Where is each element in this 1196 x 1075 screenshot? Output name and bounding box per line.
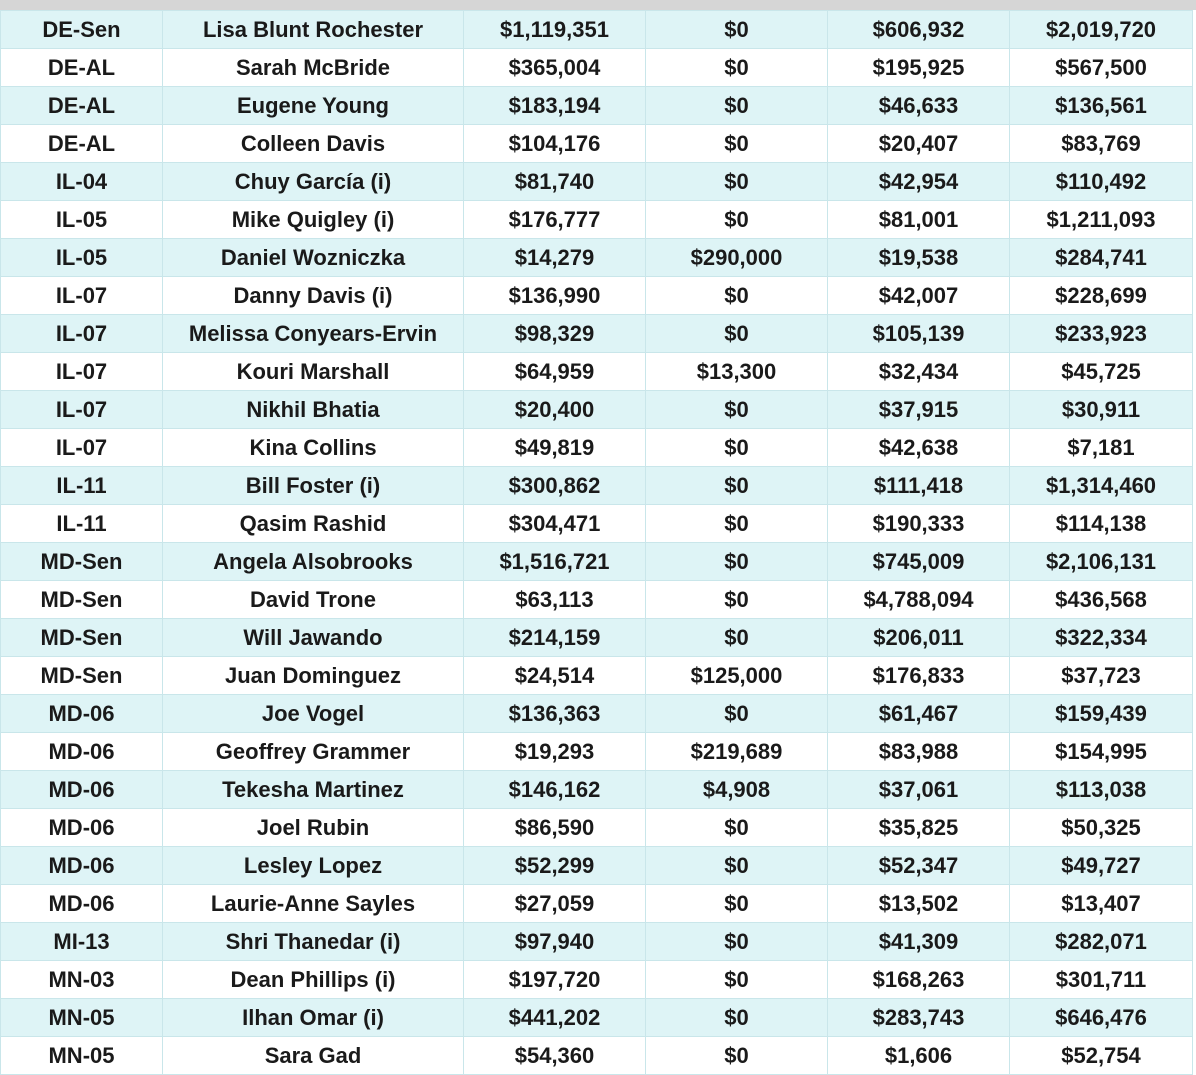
district-cell: MD-Sen — [1, 619, 163, 657]
amount-cell-4: $436,568 — [1010, 581, 1193, 619]
district-cell: DE-AL — [1, 125, 163, 163]
amount-cell-3: $20,407 — [828, 125, 1010, 163]
amount-cell-3: $176,833 — [828, 657, 1010, 695]
district-cell: DE-AL — [1, 87, 163, 125]
table-row — [1, 961, 1193, 999]
table-row — [1, 923, 1193, 961]
amount-cell-2: $290,000 — [646, 239, 828, 277]
amount-cell-4: $30,911 — [1010, 391, 1193, 429]
amount-cell-1: $176,777 — [464, 201, 646, 239]
table-row — [1, 11, 1193, 49]
candidate-name-cell: Will Jawando — [163, 619, 464, 657]
amount-cell-1: $64,959 — [464, 353, 646, 391]
amount-cell-4: $50,325 — [1010, 809, 1193, 847]
candidate-name-cell: Colleen Davis — [163, 125, 464, 163]
amount-cell-4: $113,038 — [1010, 771, 1193, 809]
table-row — [1, 543, 1193, 581]
district-cell: MD-Sen — [1, 657, 163, 695]
amount-cell-3: $190,333 — [828, 505, 1010, 543]
table-row — [1, 581, 1193, 619]
amount-cell-2: $13,300 — [646, 353, 828, 391]
amount-cell-4: $136,561 — [1010, 87, 1193, 125]
candidate-name-cell: Geoffrey Grammer — [163, 733, 464, 771]
amount-cell-2: $0 — [646, 581, 828, 619]
district-cell: DE-Sen — [1, 11, 163, 49]
amount-cell-2: $125,000 — [646, 657, 828, 695]
table-row — [1, 277, 1193, 315]
amount-cell-1: $1,516,721 — [464, 543, 646, 581]
district-cell: IL-07 — [1, 277, 163, 315]
amount-cell-4: $233,923 — [1010, 315, 1193, 353]
table-row — [1, 429, 1193, 467]
amount-cell-2: $0 — [646, 619, 828, 657]
district-cell: IL-07 — [1, 315, 163, 353]
candidate-name-cell: Dean Phillips (i) — [163, 961, 464, 999]
amount-cell-4: $7,181 — [1010, 429, 1193, 467]
district-cell: MI-13 — [1, 923, 163, 961]
amount-cell-2: $0 — [646, 87, 828, 125]
amount-cell-1: $300,862 — [464, 467, 646, 505]
amount-cell-4: $83,769 — [1010, 125, 1193, 163]
candidate-name-cell: Tekesha Martinez — [163, 771, 464, 809]
amount-cell-1: $20,400 — [464, 391, 646, 429]
amount-cell-1: $19,293 — [464, 733, 646, 771]
amount-cell-2: $4,908 — [646, 771, 828, 809]
table-row — [1, 353, 1193, 391]
amount-cell-3: $1,606 — [828, 1037, 1010, 1075]
amount-cell-4: $52,754 — [1010, 1037, 1193, 1075]
amount-cell-4: $322,334 — [1010, 619, 1193, 657]
table-row — [1, 49, 1193, 87]
amount-cell-4: $228,699 — [1010, 277, 1193, 315]
amount-cell-3: $283,743 — [828, 999, 1010, 1037]
amount-cell-3: $37,061 — [828, 771, 1010, 809]
amount-cell-4: $154,995 — [1010, 733, 1193, 771]
amount-cell-1: $146,162 — [464, 771, 646, 809]
district-cell: IL-05 — [1, 201, 163, 239]
amount-cell-3: $52,347 — [828, 847, 1010, 885]
amount-cell-1: $54,360 — [464, 1037, 646, 1075]
amount-cell-1: $27,059 — [464, 885, 646, 923]
amount-cell-4: $110,492 — [1010, 163, 1193, 201]
amount-cell-1: $49,819 — [464, 429, 646, 467]
amount-cell-4: $646,476 — [1010, 999, 1193, 1037]
district-cell: MD-06 — [1, 771, 163, 809]
amount-cell-4: $45,725 — [1010, 353, 1193, 391]
table-row — [1, 505, 1193, 543]
candidate-name-cell: Qasim Rashid — [163, 505, 464, 543]
amount-cell-4: $2,106,131 — [1010, 543, 1193, 581]
amount-cell-2: $0 — [646, 315, 828, 353]
table-row — [1, 847, 1193, 885]
amount-cell-2: $0 — [646, 49, 828, 87]
amount-cell-1: $98,329 — [464, 315, 646, 353]
amount-cell-3: $105,139 — [828, 315, 1010, 353]
amount-cell-4: $1,314,460 — [1010, 467, 1193, 505]
candidate-name-cell: Sara Gad — [163, 1037, 464, 1075]
amount-cell-3: $745,009 — [828, 543, 1010, 581]
candidate-name-cell: Daniel Wozniczka — [163, 239, 464, 277]
district-cell: IL-07 — [1, 429, 163, 467]
amount-cell-1: $24,514 — [464, 657, 646, 695]
table-body — [1, 11, 1193, 1075]
amount-cell-4: $13,407 — [1010, 885, 1193, 923]
amount-cell-3: $46,633 — [828, 87, 1010, 125]
table-row — [1, 619, 1193, 657]
amount-cell-3: $168,263 — [828, 961, 1010, 999]
amount-cell-3: $32,434 — [828, 353, 1010, 391]
amount-cell-1: $136,363 — [464, 695, 646, 733]
candidate-name-cell: Shri Thanedar (i) — [163, 923, 464, 961]
table-row — [1, 87, 1193, 125]
candidate-name-cell: Lisa Blunt Rochester — [163, 11, 464, 49]
amount-cell-2: $0 — [646, 505, 828, 543]
amount-cell-1: $52,299 — [464, 847, 646, 885]
amount-cell-4: $282,071 — [1010, 923, 1193, 961]
amount-cell-3: $42,638 — [828, 429, 1010, 467]
amount-cell-2: $0 — [646, 391, 828, 429]
amount-cell-3: $206,011 — [828, 619, 1010, 657]
table-row — [1, 885, 1193, 923]
district-cell: MD-Sen — [1, 581, 163, 619]
table-row — [1, 239, 1193, 277]
candidate-name-cell: Juan Dominguez — [163, 657, 464, 695]
amount-cell-2: $0 — [646, 201, 828, 239]
candidate-name-cell: Sarah McBride — [163, 49, 464, 87]
amount-cell-3: $19,538 — [828, 239, 1010, 277]
campaign-finance-table — [0, 10, 1193, 1075]
amount-cell-2: $0 — [646, 11, 828, 49]
candidate-name-cell: Joel Rubin — [163, 809, 464, 847]
table-row — [1, 695, 1193, 733]
amount-cell-2: $0 — [646, 809, 828, 847]
amount-cell-3: $35,825 — [828, 809, 1010, 847]
table-row — [1, 315, 1193, 353]
amount-cell-1: $365,004 — [464, 49, 646, 87]
district-cell: IL-07 — [1, 391, 163, 429]
amount-cell-3: $111,418 — [828, 467, 1010, 505]
amount-cell-3: $42,954 — [828, 163, 1010, 201]
amount-cell-3: $83,988 — [828, 733, 1010, 771]
candidate-name-cell: Nikhil Bhatia — [163, 391, 464, 429]
amount-cell-1: $104,176 — [464, 125, 646, 163]
amount-cell-2: $0 — [646, 885, 828, 923]
district-cell: IL-11 — [1, 467, 163, 505]
amount-cell-3: $4,788,094 — [828, 581, 1010, 619]
candidate-name-cell: Joe Vogel — [163, 695, 464, 733]
amount-cell-4: $2,019,720 — [1010, 11, 1193, 49]
amount-cell-4: $159,439 — [1010, 695, 1193, 733]
amount-cell-2: $0 — [646, 695, 828, 733]
table-row — [1, 201, 1193, 239]
amount-cell-2: $0 — [646, 847, 828, 885]
amount-cell-1: $81,740 — [464, 163, 646, 201]
district-cell: IL-07 — [1, 353, 163, 391]
table-row — [1, 657, 1193, 695]
candidate-name-cell: Danny Davis (i) — [163, 277, 464, 315]
table-row — [1, 1037, 1193, 1075]
table-row — [1, 391, 1193, 429]
district-cell: MD-06 — [1, 809, 163, 847]
amount-cell-2: $0 — [646, 999, 828, 1037]
candidate-name-cell: Ilhan Omar (i) — [163, 999, 464, 1037]
table-row — [1, 163, 1193, 201]
candidate-name-cell: Eugene Young — [163, 87, 464, 125]
table-row — [1, 999, 1193, 1037]
district-cell: DE-AL — [1, 49, 163, 87]
district-cell: MN-05 — [1, 1037, 163, 1075]
candidate-name-cell: Bill Foster (i) — [163, 467, 464, 505]
district-cell: IL-04 — [1, 163, 163, 201]
amount-cell-2: $0 — [646, 543, 828, 581]
amount-cell-2: $219,689 — [646, 733, 828, 771]
candidate-name-cell: Angela Alsobrooks — [163, 543, 464, 581]
amount-cell-4: $301,711 — [1010, 961, 1193, 999]
amount-cell-1: $63,113 — [464, 581, 646, 619]
table-row — [1, 733, 1193, 771]
amount-cell-2: $0 — [646, 277, 828, 315]
candidate-name-cell: Melissa Conyears-Ervin — [163, 315, 464, 353]
district-cell: MN-03 — [1, 961, 163, 999]
amount-cell-1: $183,194 — [464, 87, 646, 125]
table-row — [1, 771, 1193, 809]
amount-cell-2: $0 — [646, 923, 828, 961]
district-cell: MD-06 — [1, 733, 163, 771]
amount-cell-3: $606,932 — [828, 11, 1010, 49]
amount-cell-1: $86,590 — [464, 809, 646, 847]
amount-cell-1: $97,940 — [464, 923, 646, 961]
amount-cell-3: $41,309 — [828, 923, 1010, 961]
amount-cell-4: $37,723 — [1010, 657, 1193, 695]
table-row — [1, 809, 1193, 847]
amount-cell-4: $567,500 — [1010, 49, 1193, 87]
table-row — [1, 467, 1193, 505]
amount-cell-4: $1,211,093 — [1010, 201, 1193, 239]
district-cell: MD-Sen — [1, 543, 163, 581]
amount-cell-4: $49,727 — [1010, 847, 1193, 885]
district-cell: IL-05 — [1, 239, 163, 277]
table-row — [1, 125, 1193, 163]
district-cell: MN-05 — [1, 999, 163, 1037]
candidate-name-cell: Kouri Marshall — [163, 353, 464, 391]
amount-cell-1: $441,202 — [464, 999, 646, 1037]
amount-cell-3: $61,467 — [828, 695, 1010, 733]
amount-cell-1: $14,279 — [464, 239, 646, 277]
district-cell: IL-11 — [1, 505, 163, 543]
amount-cell-3: $13,502 — [828, 885, 1010, 923]
candidate-name-cell: Chuy García (i) — [163, 163, 464, 201]
candidate-name-cell: Lesley Lopez — [163, 847, 464, 885]
candidate-name-cell: Kina Collins — [163, 429, 464, 467]
amount-cell-3: $81,001 — [828, 201, 1010, 239]
candidate-name-cell: Laurie-Anne Sayles — [163, 885, 464, 923]
amount-cell-1: $136,990 — [464, 277, 646, 315]
amount-cell-2: $0 — [646, 163, 828, 201]
amount-cell-1: $304,471 — [464, 505, 646, 543]
district-cell: MD-06 — [1, 885, 163, 923]
amount-cell-3: $42,007 — [828, 277, 1010, 315]
amount-cell-3: $37,915 — [828, 391, 1010, 429]
amount-cell-2: $0 — [646, 125, 828, 163]
amount-cell-2: $0 — [646, 961, 828, 999]
amount-cell-1: $197,720 — [464, 961, 646, 999]
candidate-name-cell: Mike Quigley (i) — [163, 201, 464, 239]
district-cell: MD-06 — [1, 695, 163, 733]
district-cell: MD-06 — [1, 847, 163, 885]
amount-cell-4: $284,741 — [1010, 239, 1193, 277]
top-scroll-bar — [0, 0, 1196, 10]
amount-cell-1: $214,159 — [464, 619, 646, 657]
amount-cell-2: $0 — [646, 429, 828, 467]
amount-cell-2: $0 — [646, 1037, 828, 1075]
amount-cell-4: $114,138 — [1010, 505, 1193, 543]
amount-cell-1: $1,119,351 — [464, 11, 646, 49]
candidate-name-cell: David Trone — [163, 581, 464, 619]
amount-cell-2: $0 — [646, 467, 828, 505]
amount-cell-3: $195,925 — [828, 49, 1010, 87]
